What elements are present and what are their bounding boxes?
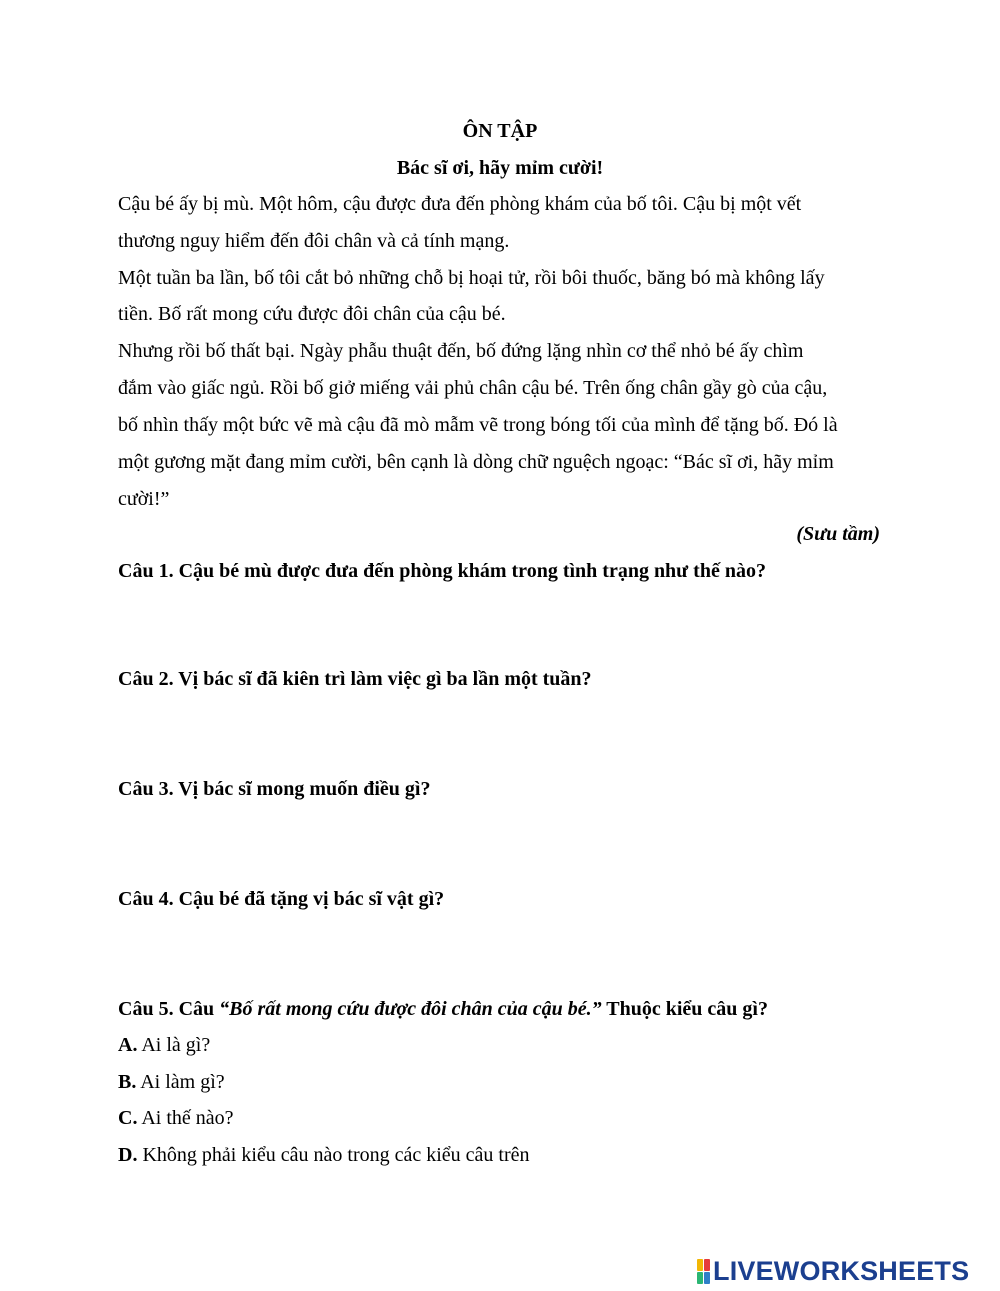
option-letter: C. bbox=[118, 1107, 138, 1129]
question-5 bbox=[118, 997, 768, 1021]
page-title: ÔN TẬP bbox=[462, 120, 538, 142]
option-letter: D. bbox=[118, 1144, 138, 1166]
question-4: Câu 4. Cậu bé đã tặng vị bác sĩ vật gì? bbox=[118, 888, 445, 910]
logo-block bbox=[697, 1259, 703, 1271]
option-letter: B. bbox=[118, 1071, 137, 1093]
passage-line: bố nhìn thấy một bức vẽ mà cậu đã mò mẫm vẽ trong bóng tối của mình để tặng bố. Đó là bbox=[118, 414, 838, 436]
option-b bbox=[118, 1070, 225, 1094]
option-c bbox=[118, 1106, 234, 1130]
passage-line: Cậu bé ấy bị mù. Một hôm, cậu được đưa đến phòng khám của bố tôi. Cậu bị một vết bbox=[118, 193, 802, 215]
logo-block bbox=[704, 1272, 710, 1284]
option-text: Không phải kiểu câu nào trong các kiểu câu trên bbox=[137, 1144, 530, 1166]
passage-line: tiền. Bố rất mong cứu được đôi chân của cậu bé. bbox=[118, 303, 506, 325]
question-1: Câu 1. Cậu bé mù được đưa đến phòng khám trong tình trạng như thế nào? bbox=[118, 560, 766, 582]
option-letter: A. bbox=[118, 1034, 138, 1056]
passage-line: Một tuần ba lần, bố tôi cắt bỏ những chỗ bị hoại tử, rồi bôi thuốc, băng bó mà không lấy bbox=[118, 267, 825, 289]
passage-line: thương nguy hiểm đến đôi chân và cả tính mạng. bbox=[118, 230, 510, 252]
question-5-prefix: Câu 5. Câu bbox=[118, 998, 220, 1020]
logo-blocks-icon bbox=[697, 1259, 710, 1284]
liveworksheets-logo bbox=[697, 1258, 969, 1284]
option-text: Ai là gì? bbox=[137, 1034, 211, 1056]
logo-text: LIVEWORKSHEETS bbox=[713, 1256, 970, 1286]
passage-line: cười!” bbox=[118, 488, 170, 510]
passage-line: đắm vào giấc ngủ. Rồi bố giở miếng vải phủ chân cậu bé. Trên ống chân gầy gò của cậu, bbox=[118, 377, 828, 399]
option-text: Ai thế nào? bbox=[137, 1107, 234, 1129]
passage-line: một gương mặt đang mỉm cười, bên cạnh là dòng chữ nguệch ngoạc: “Bác sĩ ơi, hãy mỉm bbox=[118, 451, 834, 473]
passage-line: Nhưng rồi bố thất bại. Ngày phẫu thuật đến, bố đứng lặng nhìn cơ thể nhỏ bé ấy chìm bbox=[118, 340, 804, 362]
source-credit: (Sưu tầm) bbox=[796, 523, 880, 545]
option-text: Ai làm gì? bbox=[136, 1071, 225, 1093]
story-title: Bác sĩ ơi, hãy mỉm cười! bbox=[396, 157, 604, 179]
question-5-suffix: Thuộc kiểu câu gì? bbox=[601, 998, 768, 1020]
question-5-quote: “Bố rất mong cứu được đôi chân của cậu bé.” bbox=[219, 998, 602, 1020]
question-3: Câu 3. Vị bác sĩ mong muốn điều gì? bbox=[118, 778, 431, 800]
question-2: Câu 2. Vị bác sĩ đã kiên trì làm việc gì ba lần một tuần? bbox=[118, 668, 592, 690]
logo-block bbox=[697, 1272, 703, 1284]
logo-block bbox=[704, 1259, 710, 1271]
option-a bbox=[118, 1033, 210, 1057]
option-d bbox=[118, 1143, 530, 1167]
